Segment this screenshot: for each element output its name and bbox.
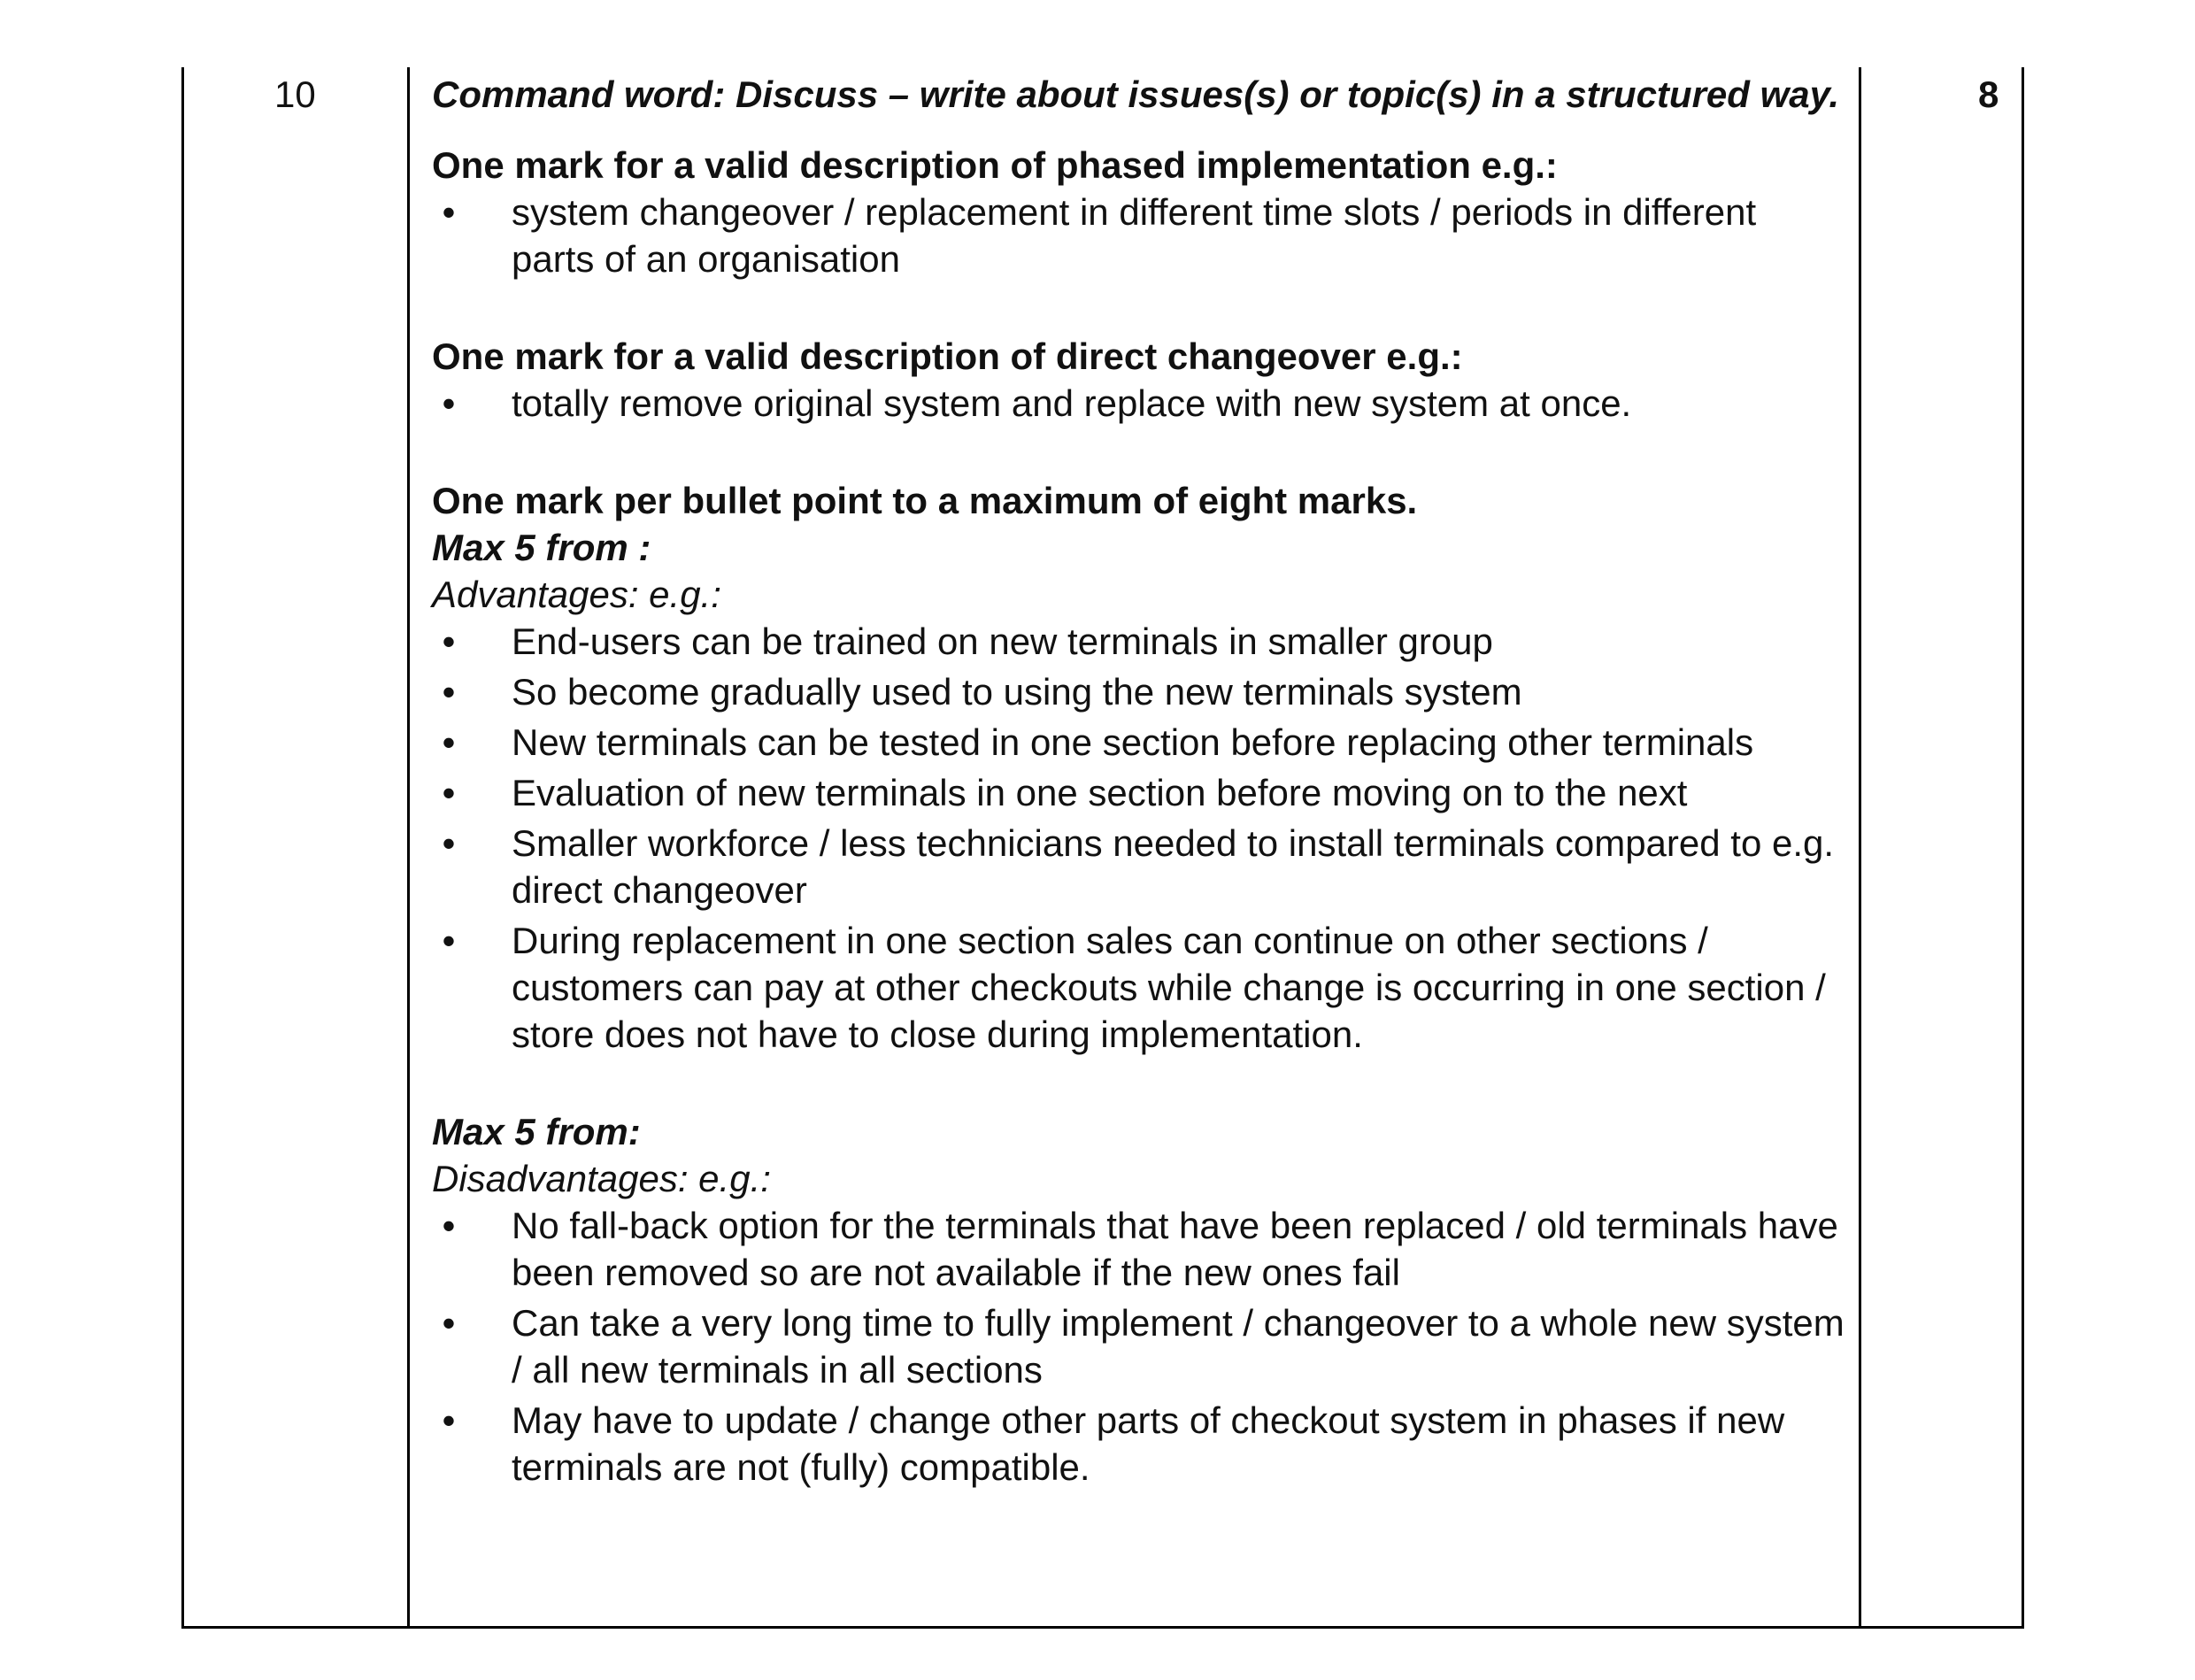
list-item: • system changeover / replacement in different time slots / periods in different parts of an organisation bbox=[432, 189, 1848, 282]
question-number: 10 bbox=[274, 73, 316, 115]
direct-list bbox=[432, 380, 1848, 427]
bullet-icon: • bbox=[442, 822, 456, 864]
advantages-label: Advantages: e.g.: bbox=[432, 574, 721, 615]
advantages-max-label: Max 5 from : bbox=[432, 527, 651, 568]
disadvantages-max-label: Max 5 from: bbox=[432, 1111, 641, 1152]
column-divider bbox=[1859, 67, 1861, 1626]
bullet-icon: • bbox=[442, 1205, 456, 1246]
mark-scheme-table bbox=[181, 67, 2024, 1629]
bullet-icon: • bbox=[442, 721, 456, 763]
list-item: • totally remove original system and replace with new system at once. bbox=[432, 380, 1848, 427]
bullet-icon: • bbox=[442, 772, 456, 813]
list-item: • New terminals can be tested in one section before replacing other terminals bbox=[432, 719, 1848, 766]
disadvantages-label: Disadvantages: e.g.: bbox=[432, 1158, 771, 1199]
bullet-icon: • bbox=[442, 671, 456, 713]
max-marks-heading: One mark per bullet point to a maximum of eight marks. bbox=[432, 480, 1418, 521]
direct-changeover-heading: One mark for a valid description of direct changeover e.g.: bbox=[432, 335, 1463, 377]
list-item: • During replacement in one section sales can continue on other sections / customers can pay at other checkouts while change is occurring in one section / store does not have to close during implementation. bbox=[432, 917, 1848, 1058]
marks-value: 8 bbox=[1978, 73, 1999, 115]
list-item: • Can take a very long time to fully implement / changeover to a whole new system / all new terminals in all sections bbox=[432, 1299, 1848, 1393]
command-word-heading: Command word: Discuss – write about issues(s) or topic(s) in a structured way. bbox=[432, 73, 1840, 115]
bullet-icon: • bbox=[442, 920, 456, 961]
list-item: • Smaller workforce / less technicians needed to install terminals compared to e.g. direct changeover bbox=[432, 820, 1848, 913]
column-divider bbox=[407, 67, 410, 1626]
list-item: • May have to update / change other parts of checkout system in phases if new terminals are not (fully) compatible. bbox=[432, 1397, 1848, 1491]
list-item: • No fall-back option for the terminals that have been replaced / old terminals have been removed so are not available if the new ones fail bbox=[432, 1202, 1848, 1296]
answer-content bbox=[432, 71, 1848, 1494]
advantages-list bbox=[432, 618, 1848, 1058]
phased-implementation-heading: One mark for a valid description of phased implementation e.g.: bbox=[432, 144, 1558, 186]
bullet-icon: • bbox=[442, 382, 456, 424]
list-item: • So become gradually used to using the new terminals system bbox=[432, 668, 1848, 715]
bullet-icon: • bbox=[442, 1399, 456, 1441]
bullet-icon: • bbox=[442, 620, 456, 662]
list-item: • End-users can be trained on new terminals in smaller group bbox=[432, 618, 1848, 665]
disadvantages-list bbox=[432, 1202, 1848, 1491]
bullet-icon: • bbox=[442, 191, 456, 233]
list-item: • Evaluation of new terminals in one section before moving on to the next bbox=[432, 769, 1848, 816]
bullet-icon: • bbox=[442, 1302, 456, 1344]
phased-list bbox=[432, 189, 1848, 282]
